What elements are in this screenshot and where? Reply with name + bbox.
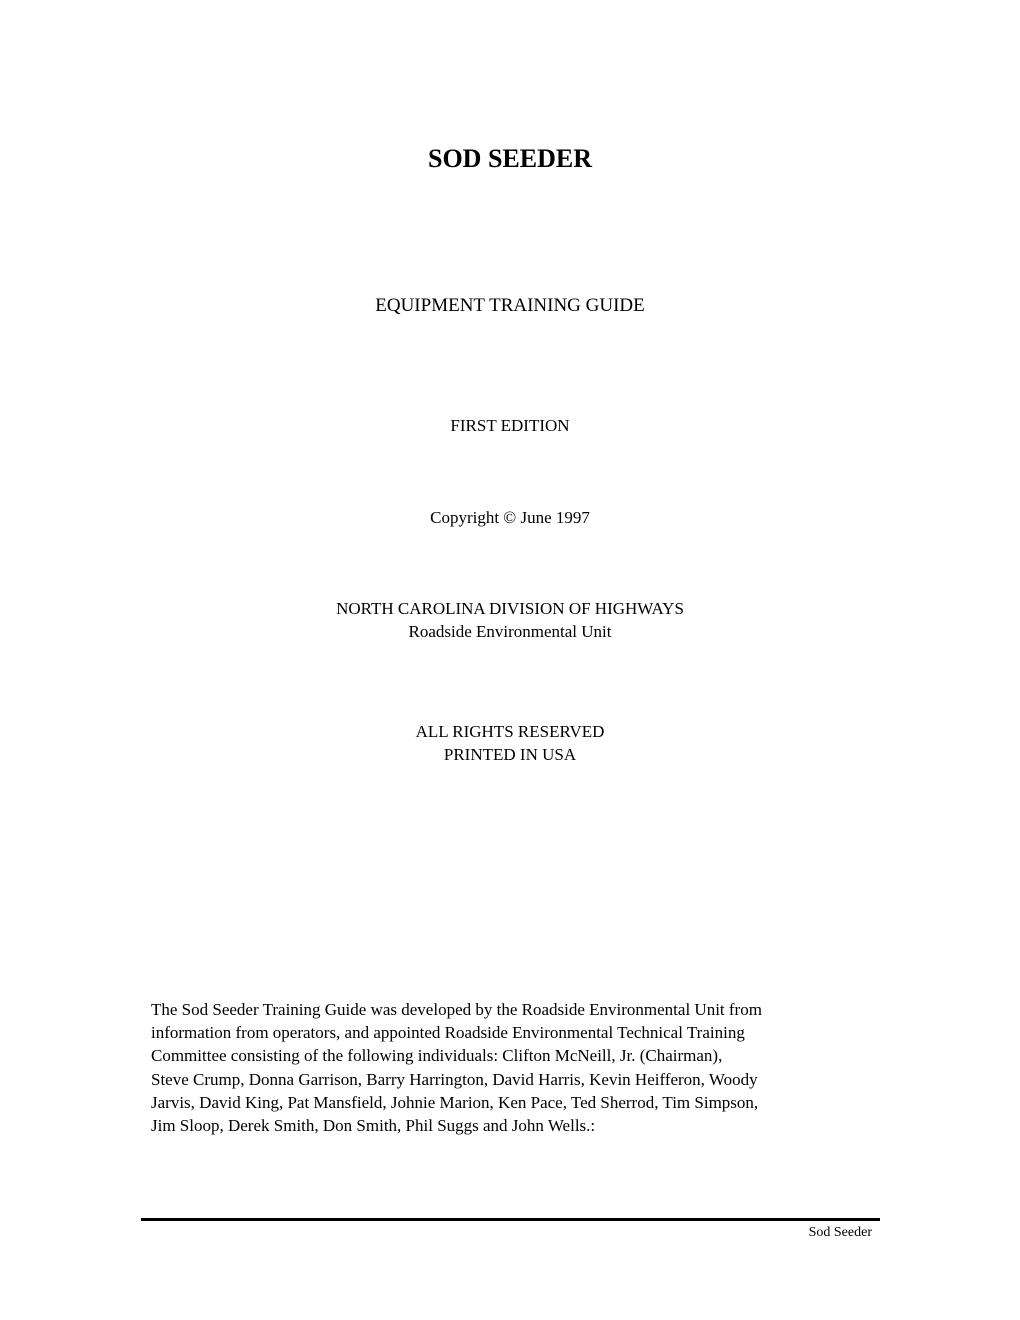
edition-label: FIRST EDITION — [450, 416, 570, 435]
agency-name: NORTH CAROLINA DIVISION OF HIGHWAYS — [336, 599, 684, 618]
footer-label: Sod Seeder — [808, 1225, 872, 1240]
acknowledgement-line: information from operators, and appointed Roadside Environmental Technical Training — [151, 1023, 745, 1043]
footer-divider — [141, 1218, 880, 1221]
acknowledgement-line: Jarvis, David King, Pat Mansfield, Johnie Marion, Ken Pace, Ted Sherrod, Tim Simpson, — [151, 1092, 759, 1112]
acknowledgement-line: The Sod Seeder Training Guide was developed by the Roadside Environmental Unit from — [151, 1000, 762, 1019]
acknowledgement-line: Steve Crump, Donna Garrison, Barry Harrington, David Harris, Kevin Heifferon, Woody — [151, 1069, 758, 1089]
rights-notice: ALL RIGHTS RESERVED — [415, 722, 605, 741]
acknowledgement-paragraph — [151, 998, 876, 1137]
document-title: SOD SEEDER — [428, 144, 592, 173]
unit-name: Roadside Environmental Unit — [408, 622, 612, 641]
document-subtitle: EQUIPMENT TRAINING GUIDE — [375, 295, 645, 316]
printed-notice: PRINTED IN USA — [443, 745, 577, 764]
acknowledgement-line: Committee consisting of the following individuals: Clifton McNeill, Jr. (Chairman), — [151, 1046, 723, 1066]
copyright-notice: Copyright © June 1997 — [430, 508, 590, 527]
acknowledgement-line: Jim Sloop, Derek Smith, Don Smith, Phil Suggs and John Wells.: — [151, 1116, 596, 1136]
